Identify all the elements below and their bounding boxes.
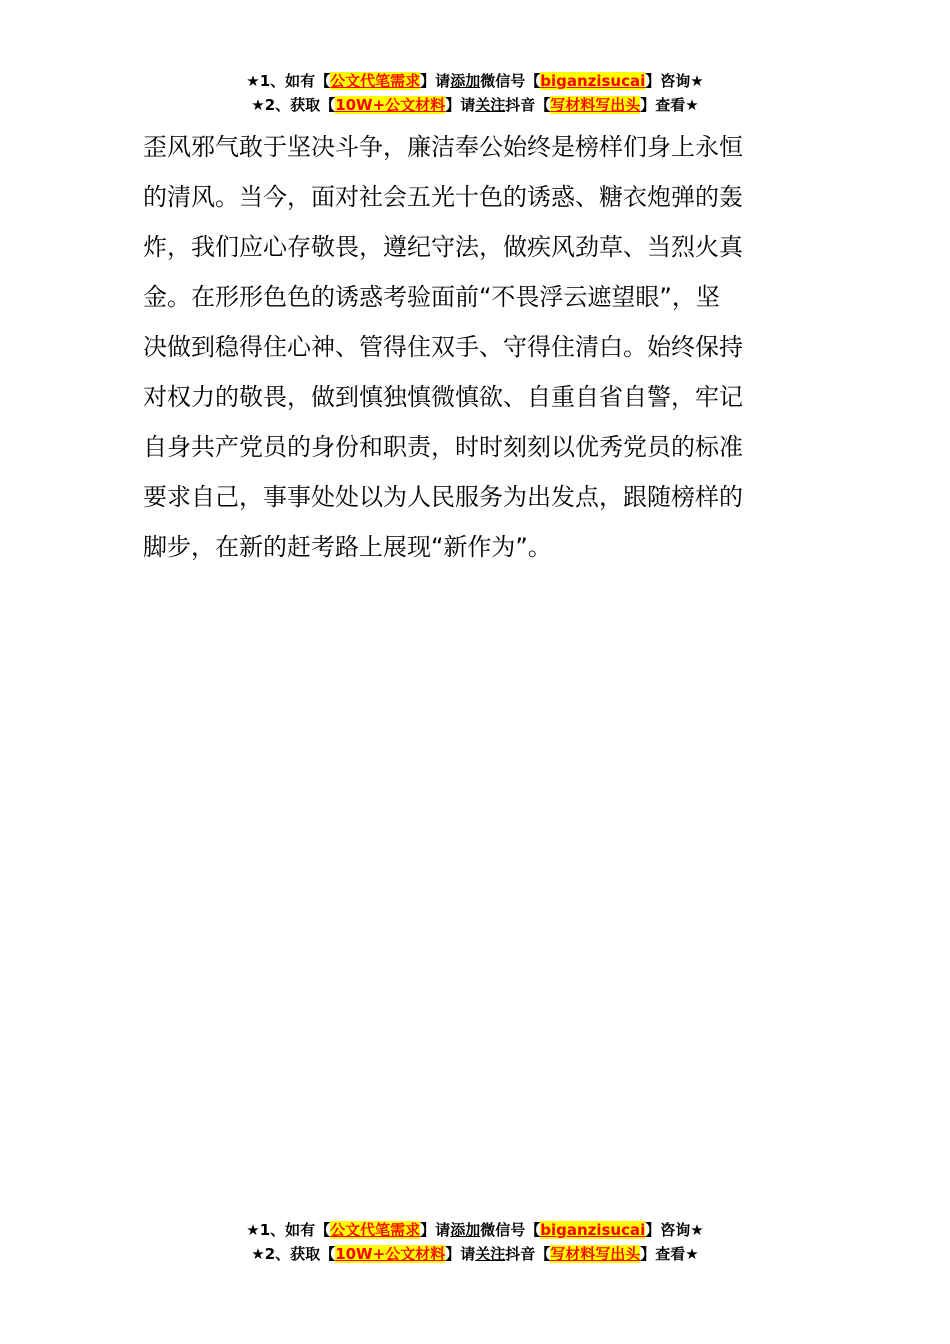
- footer-line-1-mid2: 微信号【: [480, 1221, 541, 1239]
- footer-line-1: [0, 1218, 950, 1242]
- footer-line-2-mid2: 抖音【: [505, 1245, 551, 1263]
- header-line-1-prefix: ★1、如有【: [246, 72, 331, 90]
- douyin-account-highlight: 写材料写出头: [550, 1245, 641, 1263]
- header-banner: [0, 69, 950, 117]
- footer-banner: [0, 1218, 950, 1266]
- header-line-1: [0, 69, 950, 93]
- service-highlight: 公文代笔需求: [330, 72, 421, 90]
- paragraph-line: 炸，我们应心存敬畏，遵纪守法，做疾风劲草、当烈火真: [143, 233, 743, 261]
- header-line-2-mid2: 抖音【: [505, 96, 551, 114]
- header-line-2-mid: 】请: [445, 96, 476, 114]
- follow-emphasis: 关注: [475, 1245, 506, 1263]
- header-line-2-suffix: 】查看★: [640, 96, 699, 114]
- add-emphasis: 添加: [450, 72, 481, 90]
- header-line-2: [0, 93, 950, 117]
- footer-line-2-suffix: 】查看★: [640, 1245, 699, 1263]
- footer-line-1-prefix: ★1、如有【: [246, 1221, 331, 1239]
- paragraph-line: 自身共产党员的身份和职责，时时刻刻以优秀党员的标准: [143, 433, 743, 461]
- douyin-account-highlight: 写材料写出头: [550, 96, 641, 114]
- follow-emphasis: 关注: [475, 96, 506, 114]
- paragraph-line: 脚步，在新的赶考路上展现“新作为”。: [143, 533, 552, 561]
- add-emphasis: 添加: [450, 1221, 481, 1239]
- paragraph-line: 的清风。当今，面对社会五光十色的诱惑、糖衣炮弹的轰: [143, 183, 743, 211]
- footer-line-2-mid: 】请: [445, 1245, 476, 1263]
- footer-line-2-prefix: ★2、获取【: [251, 1245, 336, 1263]
- header-line-2-prefix: ★2、获取【: [251, 96, 336, 114]
- header-line-1-suffix: 】咨询★: [645, 72, 704, 90]
- header-line-1-mid: 】请: [420, 72, 451, 90]
- header-line-1-mid2: 微信号【: [480, 72, 541, 90]
- wechat-id-highlight: biganzisucai: [540, 1221, 646, 1239]
- wechat-id-highlight: biganzisucai: [540, 72, 646, 90]
- materials-highlight: 10W+公文材料: [335, 96, 446, 114]
- paragraph-line: 决做到稳得住心神、管得住双手、守得住清白。始终保持: [143, 333, 743, 361]
- footer-line-1-mid: 】请: [420, 1221, 451, 1239]
- paragraph-line: 对权力的敬畏，做到慎独慎微慎欲、自重自省自警，牢记: [143, 383, 743, 411]
- footer-line-2: [0, 1242, 950, 1266]
- paragraph-line: 歪风邪气敢于坚决斗争，廉洁奉公始终是榜样们身上永恒: [143, 133, 743, 161]
- materials-highlight: 10W+公文材料: [335, 1245, 446, 1263]
- document-body: [143, 122, 788, 572]
- paragraph-line: 金。在形形色色的诱惑考验面前“不畏浮云遮望眼”，坚: [143, 283, 720, 311]
- service-highlight: 公文代笔需求: [330, 1221, 421, 1239]
- footer-line-1-suffix: 】咨询★: [645, 1221, 704, 1239]
- paragraph-line: 要求自己，事事处处以为人民服务为出发点，跟随榜样的: [143, 483, 743, 511]
